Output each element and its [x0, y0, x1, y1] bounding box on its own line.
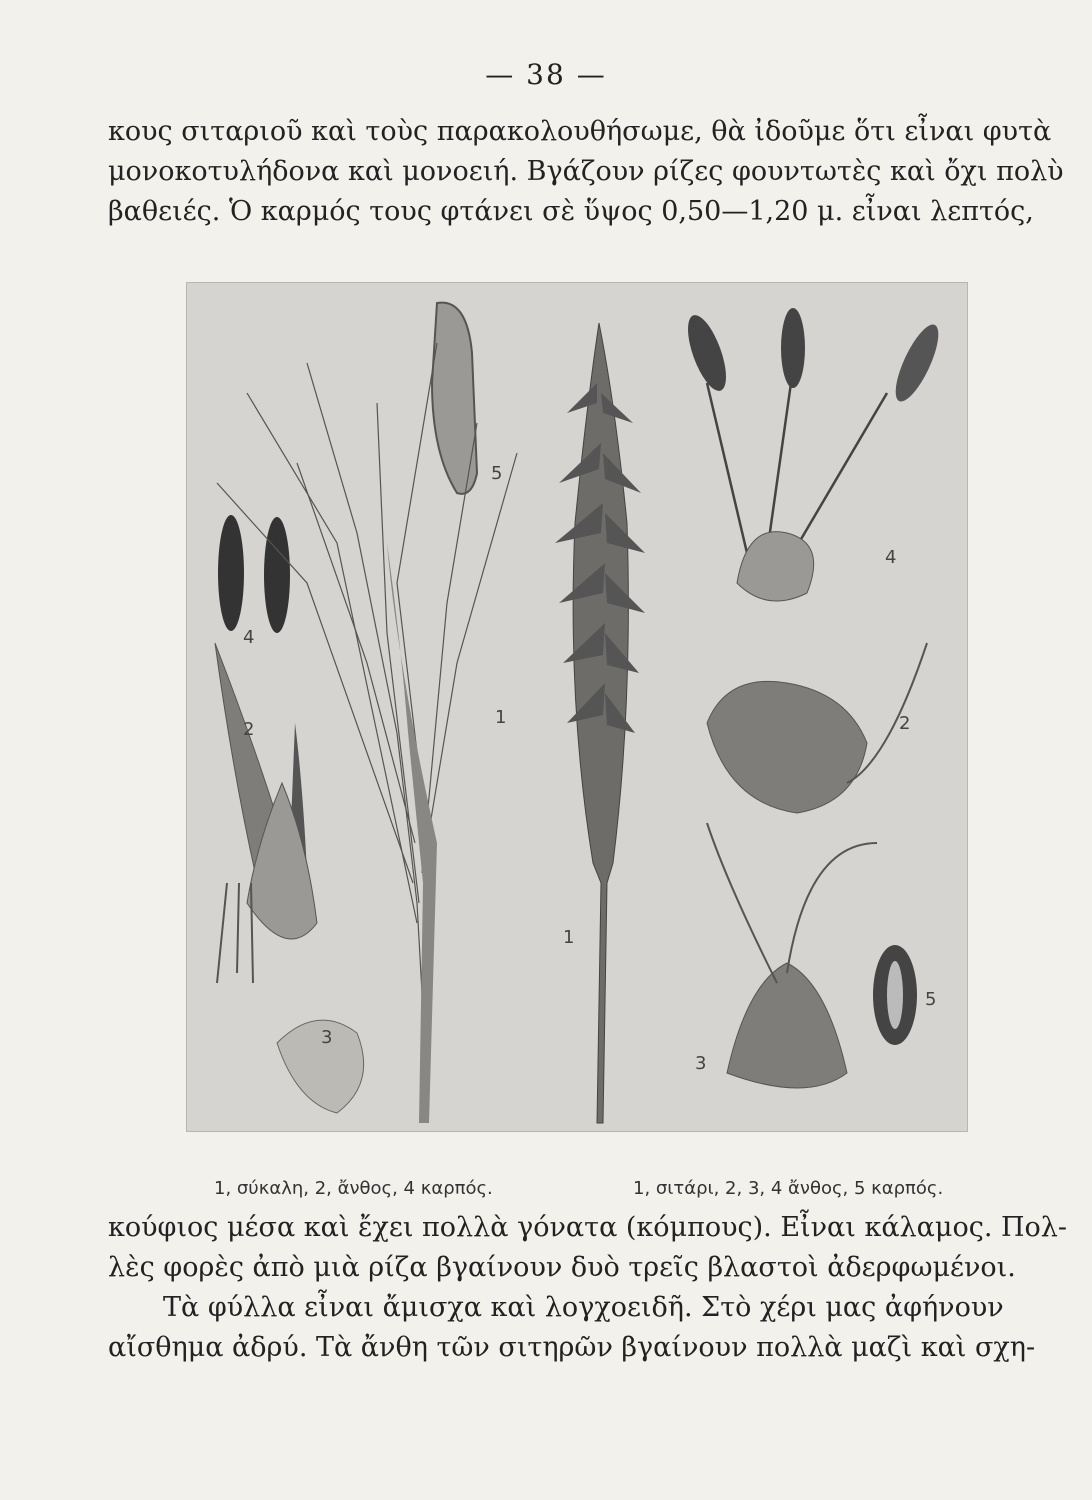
figure-label: 2: [899, 713, 911, 734]
figure-label: 2: [243, 719, 255, 740]
top-paragraph: [108, 112, 1064, 232]
rye-and-wheat-drawing: [187, 283, 967, 1131]
text-line: αἴσθημα ἀδρύ. Τὰ ἄνθη τῶν σιτηρῶν βγαίνουν πολλὰ μαζὶ καὶ σχη-: [108, 1332, 1036, 1363]
rye-grain: [218, 515, 244, 631]
wheat-anther: [680, 311, 734, 396]
text-line: λὲς φορὲς ἀπὸ μιὰ ρίζα βγαίνουν δυὸ τρεῖς βλαστοὶ ἀδερφωμένοι.: [108, 1252, 1016, 1283]
figure-label: 3: [321, 1027, 333, 1048]
plant-illustration: [186, 282, 968, 1132]
text-line: βαθειές. Ὁ καρμός τους φτάνει σὲ ὕψος 0,50—1,20 μ. εἶναι λεπτός,: [108, 196, 1034, 227]
text-line: Τὰ φύλλα εἶναι ἄμισχα καὶ λογχοειδῆ. Στὸ χέρι μας ἀφήνουν: [163, 1292, 1004, 1323]
figure-label: 5: [925, 989, 937, 1010]
figure-label: 4: [885, 547, 897, 568]
rye-spike: [217, 343, 517, 1083]
wheat-anther: [781, 308, 805, 388]
bottom-paragraph: [108, 1208, 1068, 1368]
figure-caption-wheat: 1, σιτάρι, 2, 3, 4 ἄνθος, 5 καρπός.: [633, 1178, 944, 1199]
figure-label: 3: [695, 1053, 707, 1074]
figure-label: 5: [491, 463, 503, 484]
wheat-flower-head: [737, 532, 814, 601]
wheat-flower-cluster: [707, 681, 867, 813]
text-line: μονοκοτυλήδονα καὶ μονοειή. Βγάζουν ρίζες φουντωτὲς καὶ ὄχι πολὺ: [108, 156, 1064, 187]
figure-caption-rye: 1, σύκαλη, 2, ἄνθος, 4 καρπός.: [214, 1178, 493, 1199]
figure-label: 1: [563, 927, 575, 948]
figure-label: 4: [243, 627, 255, 648]
wheat-flower-bottom: [727, 963, 847, 1088]
text-line: κούφιος μέσα καὶ ἔχει πολλὰ γόνατα (κόμπους). Εἶναι κάλαμος. Πολ-: [108, 1212, 1068, 1243]
rye-grain: [264, 517, 290, 633]
figure-label: 1: [495, 707, 507, 728]
text-line: κους σιταριοῦ καὶ τοὺς παρακολουθήσωμε, θὰ ἰδοῦμε ὅτι εἶναι φυτὰ: [108, 116, 1052, 147]
page-number: — 38 —: [485, 58, 607, 91]
wheat-anther: [887, 319, 946, 406]
wheat-stamens: [707, 383, 887, 563]
